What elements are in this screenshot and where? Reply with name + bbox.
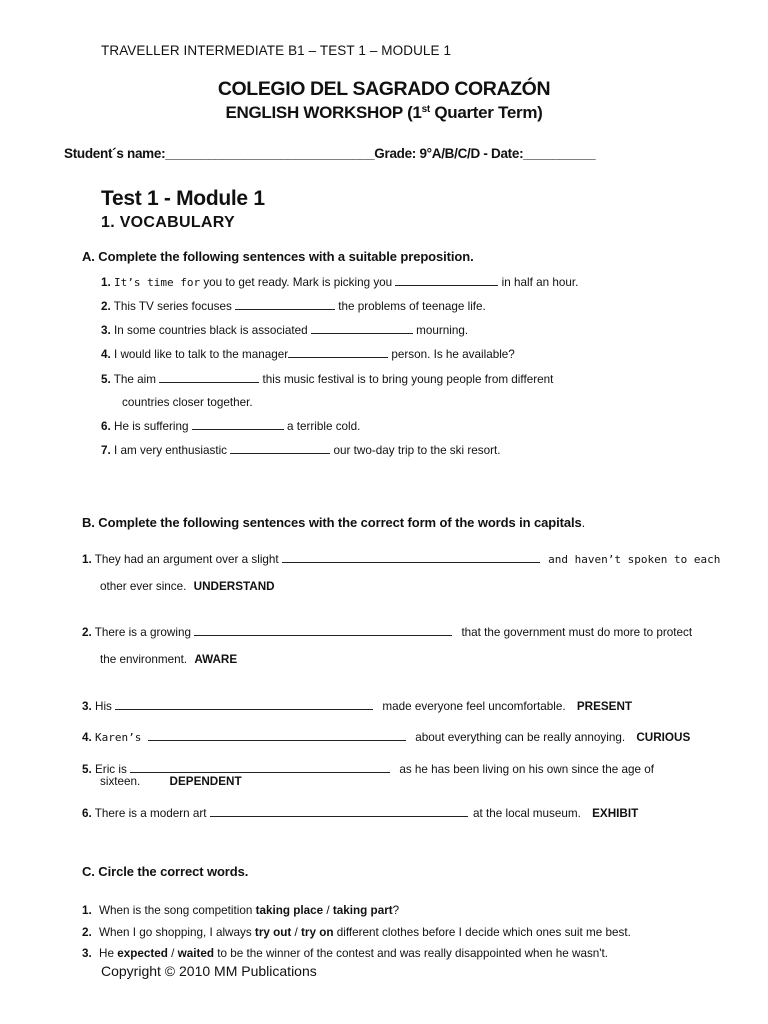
capital-word: PRESENT [576, 700, 633, 713]
section-b-item-6: 6. There is a modern art at the local museum. EXHIBIT [82, 807, 639, 820]
answer-blank[interactable] [395, 275, 498, 286]
word-option[interactable]: taking part [332, 904, 393, 917]
section-c-item-3: 3. He expected / waited to be the winner of the contest and was really disappointed when he wasn't. [82, 947, 609, 960]
workshop-title-pre: ENGLISH WORKSHOP (1 [225, 103, 422, 122]
capital-word: AWARE [194, 653, 238, 666]
word-option[interactable]: expected [117, 947, 168, 960]
section-b-item-4: 4. Karen’s about everything can be really annoying. CURIOUS [82, 731, 691, 744]
section-a-item-3: 3. In some countries black is associated mourning. [101, 324, 469, 337]
answer-blank[interactable] [194, 625, 452, 636]
section-b-item-3: 3. His made everyone feel uncomfortable. PRESENT [82, 700, 633, 713]
section-c-item-2: 2. When I go shopping, I always try out / try on different clothes before I decide which ones suit me best. [82, 926, 631, 939]
section-b-item-1: 1. They had an argument over a slight and haven’t spoken to each [82, 553, 721, 566]
series-header: TRAVELLER INTERMEDIATE B1 – TEST 1 – MODULE 1 [101, 43, 452, 58]
workshop-title [0, 103, 768, 123]
section-b-item-2-continued: the environment. AWARE [100, 653, 238, 666]
section-b-item-5-continued: sixteen. DEPENDENT [100, 775, 242, 788]
section-a-item-4: 4. I would like to talk to the manager person. Is he available? [101, 348, 515, 361]
answer-blank[interactable] [311, 323, 413, 334]
test-title: Test 1 - Module 1 [101, 187, 265, 210]
section-a-item-5: 5. The aim this music festival is to bring young people from different [101, 373, 554, 386]
section-b-title: B. Complete the following sentences with the correct form of the words in capitals. [82, 515, 586, 530]
section-a-item-5-continued: countries closer together. [122, 396, 253, 409]
section-a-item-7: 7. I am very enthusiastic our two-day trip to the ski resort. [101, 444, 501, 457]
word-option[interactable]: try out [254, 926, 292, 939]
answer-blank[interactable] [282, 552, 540, 563]
answer-blank[interactable] [230, 443, 330, 454]
section-b-item-5: 5. Eric is as he has been living on his own since the age of [82, 763, 655, 776]
capital-word: CURIOUS [636, 731, 691, 744]
workshop-title-post: Quarter Term) [429, 103, 543, 122]
capital-word: EXHIBIT [592, 807, 639, 820]
answer-blank[interactable] [192, 419, 284, 430]
answer-blank[interactable] [235, 299, 335, 310]
student-info-line: Student´s name:_____________________________Grade: 9°A/B/C/D - Date:__________ [64, 146, 596, 161]
answer-blank[interactable] [210, 806, 468, 817]
word-option[interactable]: try on [301, 926, 334, 939]
answer-blank[interactable] [288, 347, 388, 358]
answer-blank[interactable] [115, 699, 373, 710]
workshop-title-sup: st [421, 104, 430, 115]
section-c-title: C. Circle the correct words. [82, 864, 249, 879]
answer-blank[interactable] [159, 372, 259, 383]
word-option[interactable]: taking place [255, 904, 324, 917]
section-a-item-1: 1. It’s time for you to get ready. Mark is picking you in half an hour. [101, 276, 579, 289]
section-a-item-2: 2. This TV series focuses the problems of teenage life. [101, 300, 486, 313]
capital-word: DEPENDENT [169, 775, 242, 788]
section-b-item-1-continued: other ever since. UNDERSTAND [100, 580, 275, 593]
answer-blank[interactable] [130, 762, 390, 773]
section-b-item-2: 2. There is a growing that the government must do more to protect [82, 626, 693, 639]
section-c-item-1: 1. When is the song competition taking place / taking part? [82, 904, 400, 917]
section-a-title: A. Complete the following sentences with a suitable preposition. [82, 249, 474, 264]
section-a-item-6: 6. He is suffering a terrible cold. [101, 420, 361, 433]
school-name: COLEGIO DEL SAGRADO CORAZÓN [217, 78, 551, 100]
copyright: Copyright © 2010 MM Publications [101, 963, 317, 979]
word-option[interactable]: waited [177, 947, 214, 960]
answer-blank[interactable] [148, 730, 406, 741]
capital-word: UNDERSTAND [193, 580, 275, 593]
part-heading: 1. VOCABULARY [101, 214, 235, 231]
